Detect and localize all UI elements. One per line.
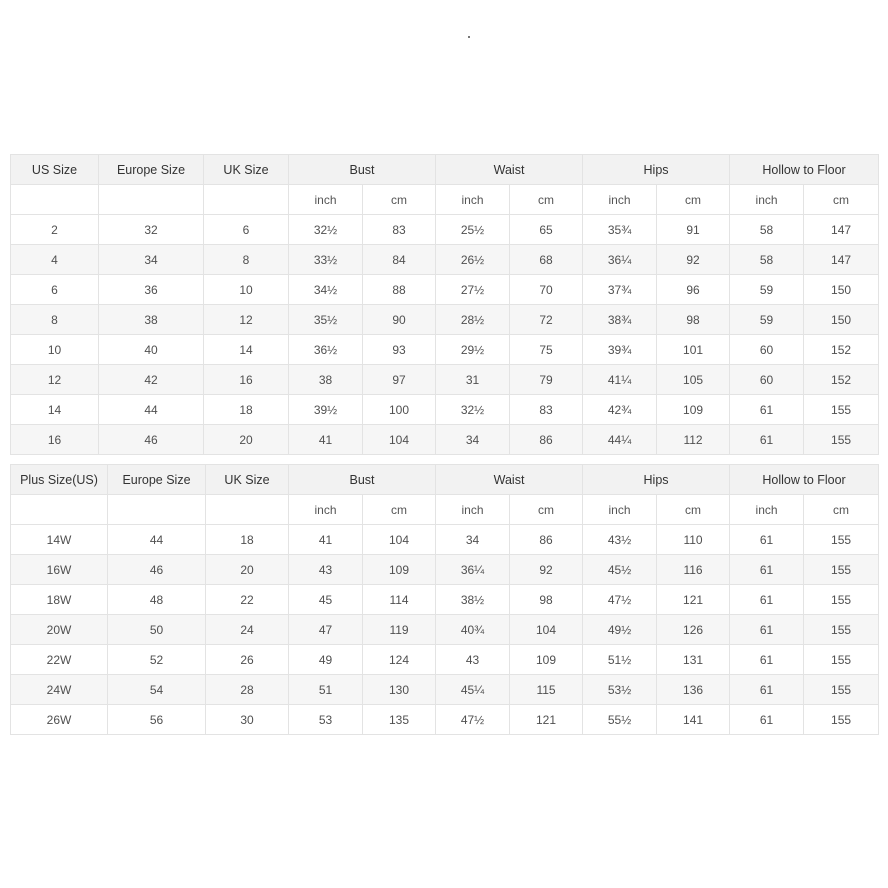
plus-table-cell: 22: [206, 585, 289, 615]
plus-table-cell: 155: [804, 645, 879, 675]
us-unit-cell-empty: [11, 185, 99, 215]
us-table-cell: 32½: [289, 215, 363, 245]
plus-table-cell: 86: [510, 525, 583, 555]
plus-table-cell: 124: [363, 645, 436, 675]
plus-size-chart-table: [10, 464, 879, 735]
us-table-row: [11, 305, 879, 335]
us-unit-cell: inch: [730, 185, 804, 215]
us-unit-row: [11, 185, 879, 215]
us-table-cell: 25½: [436, 215, 510, 245]
plus-table-cell: 131: [657, 645, 730, 675]
plus-table-cell: 104: [510, 615, 583, 645]
us-size-chart-table: [10, 154, 879, 455]
plus-table-cell: 22W: [11, 645, 108, 675]
plus-table-cell: 155: [804, 525, 879, 555]
us-table-cell: 44: [99, 395, 204, 425]
us-table-cell: 34: [99, 245, 204, 275]
us-table-cell: 12: [204, 305, 289, 335]
plus-header-cell: Bust: [289, 465, 436, 495]
plus-table-cell: 45½: [583, 555, 657, 585]
us-table-cell: 60: [730, 335, 804, 365]
plus-unit-cell: cm: [510, 495, 583, 525]
plus-table-cell: 155: [804, 675, 879, 705]
us-table-cell: 27½: [436, 275, 510, 305]
us-table-cell: 100: [363, 395, 436, 425]
us-table-cell: 86: [510, 425, 583, 455]
us-table-cell: 152: [804, 335, 879, 365]
plus-table-cell: 121: [510, 705, 583, 735]
plus-table-cell: 55½: [583, 705, 657, 735]
us-table-cell: 38¾: [583, 305, 657, 335]
us-table-cell: 98: [657, 305, 730, 335]
plus-table-row: [11, 705, 879, 735]
us-table-cell: 46: [99, 425, 204, 455]
plus-table-row: [11, 675, 879, 705]
us-table-cell: 38: [99, 305, 204, 335]
us-unit-cell: cm: [510, 185, 583, 215]
us-table-cell: 40: [99, 335, 204, 365]
us-table-cell: 34: [436, 425, 510, 455]
us-table-cell: 6: [11, 275, 99, 305]
us-table-cell: 12: [11, 365, 99, 395]
us-table-cell: 34½: [289, 275, 363, 305]
us-table-cell: 28½: [436, 305, 510, 335]
plus-table-cell: 16W: [11, 555, 108, 585]
us-table-row: [11, 395, 879, 425]
us-table-cell: 18: [204, 395, 289, 425]
us-table-cell: 150: [804, 275, 879, 305]
plus-unit-cell-empty: [206, 495, 289, 525]
plus-table-cell: 92: [510, 555, 583, 585]
plus-table-cell: 45¼: [436, 675, 510, 705]
plus-table-cell: 20: [206, 555, 289, 585]
us-header-cell: UK Size: [204, 155, 289, 185]
us-table-cell: 79: [510, 365, 583, 395]
us-table-cell: 58: [730, 245, 804, 275]
plus-table-cell: 45: [289, 585, 363, 615]
us-table-cell: 33½: [289, 245, 363, 275]
plus-table-cell: 135: [363, 705, 436, 735]
plus-header-cell: Europe Size: [108, 465, 206, 495]
plus-table-cell: 28: [206, 675, 289, 705]
plus-table-cell: 98: [510, 585, 583, 615]
us-table-cell: 70: [510, 275, 583, 305]
plus-header-cell: Hips: [583, 465, 730, 495]
plus-table-cell: 48: [108, 585, 206, 615]
plus-table-cell: 126: [657, 615, 730, 645]
us-table-cell: 68: [510, 245, 583, 275]
us-table-cell: 37¾: [583, 275, 657, 305]
plus-table-cell: 34: [436, 525, 510, 555]
plus-table-cell: 50: [108, 615, 206, 645]
plus-table-cell: 109: [510, 645, 583, 675]
us-table-cell: 65: [510, 215, 583, 245]
plus-table-row: [11, 585, 879, 615]
us-table-cell: 10: [11, 335, 99, 365]
plus-table-cell: 47½: [436, 705, 510, 735]
plus-table-row: [11, 525, 879, 555]
us-table-cell: 20: [204, 425, 289, 455]
plus-table-cell: 136: [657, 675, 730, 705]
us-table-cell: 83: [363, 215, 436, 245]
us-table-cell: 38: [289, 365, 363, 395]
plus-unit-cell: cm: [657, 495, 730, 525]
plus-unit-cell: cm: [363, 495, 436, 525]
us-table-cell: 105: [657, 365, 730, 395]
us-table-cell: 104: [363, 425, 436, 455]
us-table-cell: 8: [11, 305, 99, 335]
us-table-cell: 88: [363, 275, 436, 305]
us-table-body: [11, 155, 879, 455]
us-table-cell: 42¾: [583, 395, 657, 425]
us-table-cell: 4: [11, 245, 99, 275]
plus-table-cell: 46: [108, 555, 206, 585]
us-table-cell: 60: [730, 365, 804, 395]
plus-header-row: [11, 465, 879, 495]
us-table-cell: 35½: [289, 305, 363, 335]
us-table-cell: 10: [204, 275, 289, 305]
plus-table-cell: 26W: [11, 705, 108, 735]
us-table-cell: 36½: [289, 335, 363, 365]
plus-table-cell: 104: [363, 525, 436, 555]
plus-table-cell: 51½: [583, 645, 657, 675]
plus-header-cell: Waist: [436, 465, 583, 495]
us-unit-cell: cm: [657, 185, 730, 215]
us-table-cell: 91: [657, 215, 730, 245]
plus-header-cell: Hollow to Floor: [730, 465, 879, 495]
us-unit-cell: inch: [583, 185, 657, 215]
plus-table-cell: 36¼: [436, 555, 510, 585]
plus-unit-row: [11, 495, 879, 525]
plus-table-cell: 155: [804, 585, 879, 615]
us-table-cell: 112: [657, 425, 730, 455]
us-table-cell: 101: [657, 335, 730, 365]
plus-table-cell: 49: [289, 645, 363, 675]
plus-table-cell: 24: [206, 615, 289, 645]
us-table-cell: 36: [99, 275, 204, 305]
us-table-cell: 36¼: [583, 245, 657, 275]
us-table-row: [11, 275, 879, 305]
us-table-cell: 31: [436, 365, 510, 395]
stray-dot: [468, 36, 470, 38]
us-table-cell: 41¼: [583, 365, 657, 395]
us-table-row: [11, 365, 879, 395]
plus-table-cell: 52: [108, 645, 206, 675]
us-header-cell: Waist: [436, 155, 583, 185]
plus-table-cell: 61: [730, 555, 804, 585]
us-table-cell: 152: [804, 365, 879, 395]
us-table-cell: 44¼: [583, 425, 657, 455]
us-table-cell: 75: [510, 335, 583, 365]
plus-table-cell: 114: [363, 585, 436, 615]
us-table-cell: 39½: [289, 395, 363, 425]
us-table-cell: 61: [730, 395, 804, 425]
plus-table-row: [11, 645, 879, 675]
plus-table-cell: 41: [289, 525, 363, 555]
us-table-cell: 97: [363, 365, 436, 395]
us-table-cell: 29½: [436, 335, 510, 365]
plus-table-cell: 18W: [11, 585, 108, 615]
us-table-cell: 14: [11, 395, 99, 425]
plus-header-cell: UK Size: [206, 465, 289, 495]
us-table-row: [11, 245, 879, 275]
plus-table-row: [11, 555, 879, 585]
plus-table-cell: 116: [657, 555, 730, 585]
us-table-cell: 14: [204, 335, 289, 365]
plus-table-cell: 61: [730, 705, 804, 735]
plus-table-cell: 26: [206, 645, 289, 675]
us-table-cell: 72: [510, 305, 583, 335]
plus-table-cell: 115: [510, 675, 583, 705]
plus-table-cell: 61: [730, 525, 804, 555]
us-table-cell: 90: [363, 305, 436, 335]
plus-table-cell: 47: [289, 615, 363, 645]
plus-table-cell: 109: [363, 555, 436, 585]
plus-table-cell: 20W: [11, 615, 108, 645]
us-unit-cell-empty: [204, 185, 289, 215]
us-table-cell: 61: [730, 425, 804, 455]
plus-table-cell: 30: [206, 705, 289, 735]
us-table-cell: 6: [204, 215, 289, 245]
us-unit-cell-empty: [99, 185, 204, 215]
plus-table-cell: 44: [108, 525, 206, 555]
plus-unit-cell: inch: [730, 495, 804, 525]
us-table-row: [11, 335, 879, 365]
us-table-cell: 84: [363, 245, 436, 275]
us-table-cell: 96: [657, 275, 730, 305]
us-table-cell: 35¾: [583, 215, 657, 245]
us-table-cell: 16: [204, 365, 289, 395]
plus-table-cell: 155: [804, 615, 879, 645]
us-header-row: [11, 155, 879, 185]
plus-unit-cell: inch: [583, 495, 657, 525]
plus-table-cell: 38½: [436, 585, 510, 615]
plus-table-cell: 14W: [11, 525, 108, 555]
plus-table-cell: 51: [289, 675, 363, 705]
us-table-cell: 92: [657, 245, 730, 275]
plus-table-cell: 40¾: [436, 615, 510, 645]
us-table-cell: 32: [99, 215, 204, 245]
plus-table-cell: 43½: [583, 525, 657, 555]
plus-unit-cell-empty: [108, 495, 206, 525]
plus-table-cell: 61: [730, 615, 804, 645]
plus-table-cell: 130: [363, 675, 436, 705]
us-table-cell: 83: [510, 395, 583, 425]
us-table-cell: 26½: [436, 245, 510, 275]
us-table-cell: 147: [804, 245, 879, 275]
us-header-cell: US Size: [11, 155, 99, 185]
us-table-cell: 39¾: [583, 335, 657, 365]
plus-table-body: [11, 465, 879, 735]
us-table-cell: 93: [363, 335, 436, 365]
us-table-cell: 59: [730, 305, 804, 335]
plus-table-cell: 155: [804, 555, 879, 585]
plus-table-cell: 61: [730, 585, 804, 615]
us-table-cell: 16: [11, 425, 99, 455]
plus-table-cell: 155: [804, 705, 879, 735]
plus-table-cell: 49½: [583, 615, 657, 645]
plus-table-cell: 53: [289, 705, 363, 735]
us-table-cell: 58: [730, 215, 804, 245]
us-unit-cell: cm: [804, 185, 879, 215]
plus-unit-cell: cm: [804, 495, 879, 525]
us-table-row: [11, 425, 879, 455]
plus-unit-cell-empty: [11, 495, 108, 525]
plus-header-cell: Plus Size(US): [11, 465, 108, 495]
plus-table-cell: 43: [436, 645, 510, 675]
plus-table-cell: 61: [730, 645, 804, 675]
us-unit-cell: cm: [363, 185, 436, 215]
plus-table-cell: 18: [206, 525, 289, 555]
plus-table-cell: 141: [657, 705, 730, 735]
us-table-cell: 155: [804, 425, 879, 455]
plus-table-cell: 121: [657, 585, 730, 615]
us-header-cell: Hollow to Floor: [730, 155, 879, 185]
plus-unit-cell: inch: [436, 495, 510, 525]
plus-table-cell: 56: [108, 705, 206, 735]
us-table-cell: 42: [99, 365, 204, 395]
us-table-cell: 155: [804, 395, 879, 425]
plus-table-cell: 61: [730, 675, 804, 705]
us-table-row: [11, 215, 879, 245]
plus-table-cell: 110: [657, 525, 730, 555]
us-table-cell: 59: [730, 275, 804, 305]
us-table-cell: 8: [204, 245, 289, 275]
us-table-cell: 41: [289, 425, 363, 455]
us-table-cell: 150: [804, 305, 879, 335]
us-unit-cell: inch: [289, 185, 363, 215]
us-header-cell: Bust: [289, 155, 436, 185]
us-table-cell: 32½: [436, 395, 510, 425]
us-header-cell: Europe Size: [99, 155, 204, 185]
plus-table-cell: 54: [108, 675, 206, 705]
plus-table-cell: 43: [289, 555, 363, 585]
us-table-cell: 147: [804, 215, 879, 245]
us-table-cell: 2: [11, 215, 99, 245]
plus-table-cell: 119: [363, 615, 436, 645]
us-unit-cell: inch: [436, 185, 510, 215]
us-table-cell: 109: [657, 395, 730, 425]
us-header-cell: Hips: [583, 155, 730, 185]
plus-unit-cell: inch: [289, 495, 363, 525]
plus-table-cell: 24W: [11, 675, 108, 705]
plus-table-cell: 47½: [583, 585, 657, 615]
plus-table-row: [11, 615, 879, 645]
plus-table-cell: 53½: [583, 675, 657, 705]
